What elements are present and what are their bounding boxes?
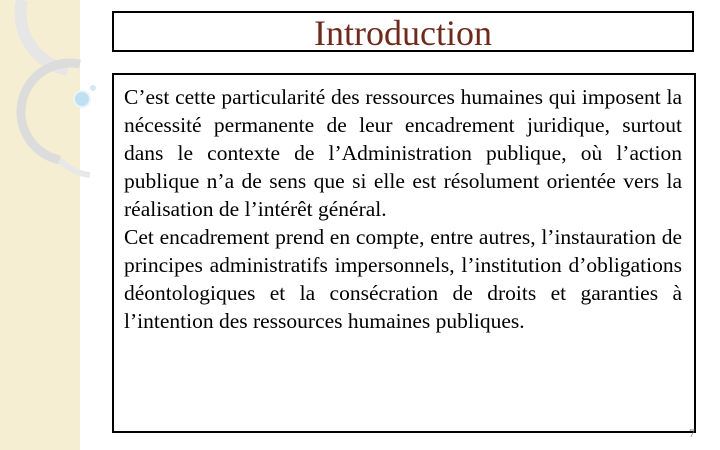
title-box (112, 11, 694, 52)
page-number: 7 (689, 426, 695, 440)
content-box (112, 73, 696, 433)
slide-title: Introduction (314, 12, 492, 53)
paragraph-2: Cet encadrement prend en compte, entre autres, l’instauration de principes administratifs impersonnels, l’institution d’obligations déontologiques et la consécration de droits et garanties à l’intention des ressources humaines publiques. (124, 225, 682, 333)
paragraph-1: C’est cette particularité des ressources humaines qui imposent la nécessité permanente de leur encadrement juridique, surtout dans le contexte de l’Administration publique, où l’action publique n’a de sens que si elle est résolument orientée vers la réalisation de l’intérêt général. (124, 85, 682, 221)
decorative-circles (0, 0, 130, 200)
